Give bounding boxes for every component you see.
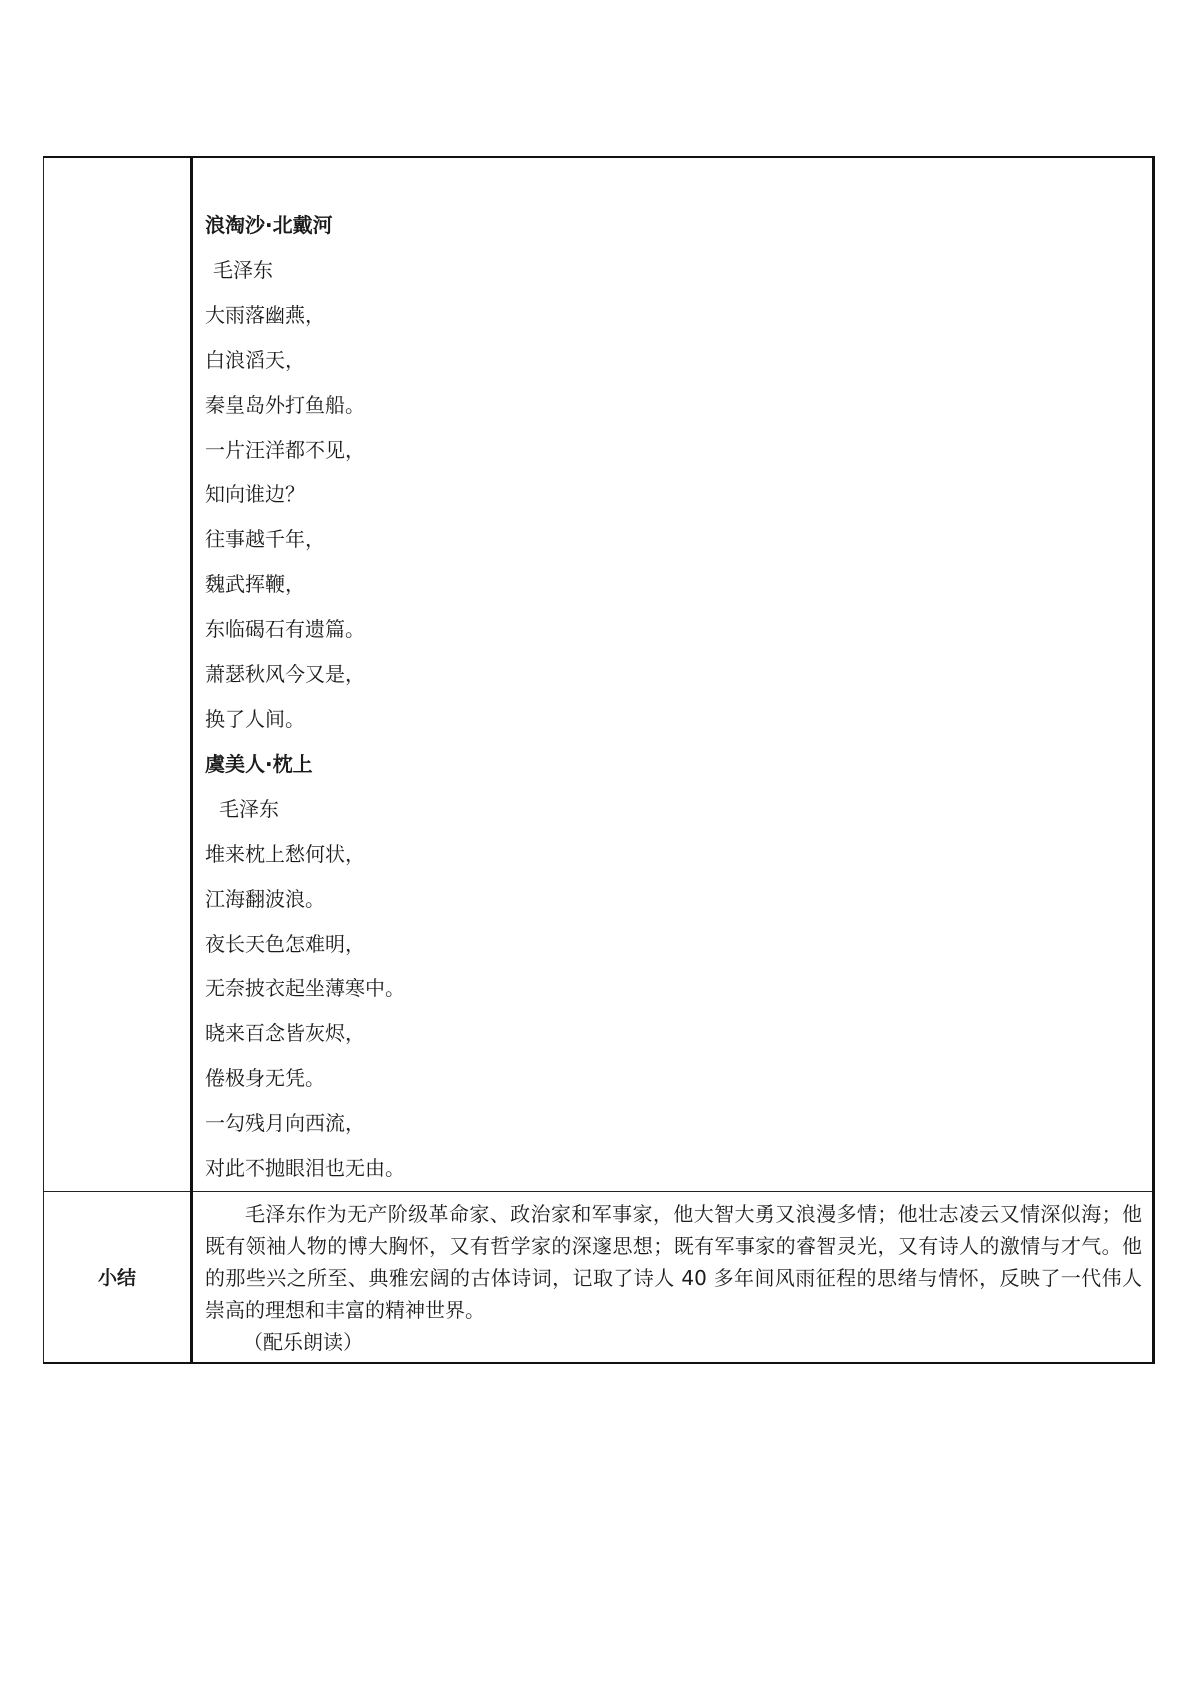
poem-line: 往事越千年，: [205, 527, 325, 552]
poem-title: 浪淘沙·北戴河: [205, 213, 333, 237]
poem-line: 知向谁边？: [205, 482, 305, 507]
summary-label-cell: [44, 1191, 192, 1363]
poem-line: 晓来百念皆灰烬，: [205, 1021, 365, 1046]
summary-text: [193, 1192, 1152, 1358]
poem-line: 无奈披衣起坐薄寒中。: [205, 976, 405, 1001]
lesson-table: [43, 156, 1155, 1364]
poem-line: 夜长天色怎难明，: [205, 931, 365, 956]
poem-title: 虞美人·枕上: [205, 751, 313, 776]
poem-line: 大雨落幽燕，: [205, 302, 325, 327]
poem-line: 秦皇岛外打鱼船。: [205, 392, 365, 417]
summary-content-cell: [192, 1191, 1154, 1363]
poem-line: 魏武挥鞭，: [205, 572, 305, 597]
poem-2: [205, 742, 1152, 1191]
poems-row: [44, 157, 1154, 1191]
poem-line: 萧瑟秋风今又是，: [205, 662, 365, 687]
poems-block: [193, 158, 1152, 1191]
summary-label: 小结: [97, 1267, 136, 1290]
poem-line: 东临碣石有遗篇。: [205, 617, 365, 642]
summary-note: （配乐朗读）: [243, 1329, 363, 1354]
poems-label-cell: [44, 157, 192, 1191]
poems-content-cell: [192, 157, 1154, 1191]
poem-line: 换了人间。: [205, 706, 305, 731]
poem-1: [205, 203, 1152, 742]
poem-line: 对此不抛眼泪也无由。: [205, 1156, 405, 1181]
poem-line: 江海翻波浪。: [205, 886, 325, 911]
poem-author: 毛泽东: [213, 257, 273, 282]
summary-paragraph: 毛泽东作为无产阶级革命家、政治家和军事家，他大智大勇又浪漫多情；他壮志凌云又情深似海；他既有领袖人物的博大胸怀，又有哲学家的深邃思想；既有军事家的睿智灵光，又有诗人的激情与才气。他的那些兴之所至、典雅宏阔的古体诗词，记取了诗人 40 多年间风雨征程的思绪与情怀，反映了一代伟人崇高的理想和丰富的精神世界。: [205, 1201, 1142, 1322]
poem-author: 毛泽东: [219, 796, 279, 821]
summary-row: [44, 1191, 1154, 1363]
poem-line: 一勾残月向西流，: [205, 1111, 365, 1136]
poem-line: 一片汪洋都不见，: [205, 437, 365, 462]
poem-line: 白浪滔天，: [205, 347, 305, 372]
poem-line: 倦极身无凭。: [205, 1066, 325, 1091]
poem-line: 堆来枕上愁何状，: [205, 841, 365, 866]
